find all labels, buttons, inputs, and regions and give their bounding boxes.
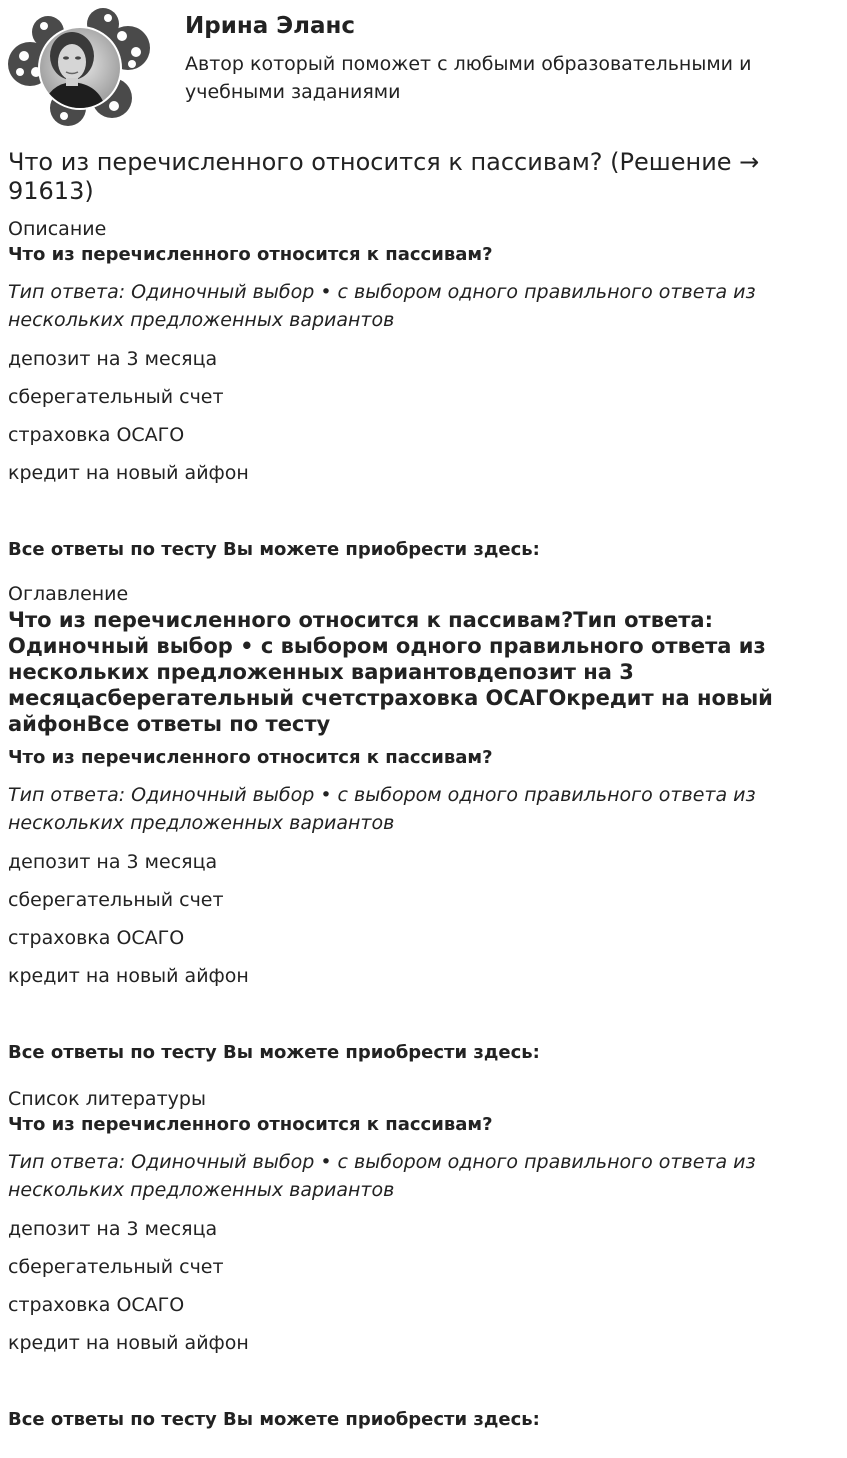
question-text: Что из перечисленного относится к пассивам?	[8, 747, 493, 768]
description-section	[8, 216, 839, 563]
question-text: Что из перечисленного относится к пассивам?	[8, 1114, 493, 1135]
author-description: Автор который поможет с любыми образовательными и учебными заданиями	[185, 53, 752, 103]
page-title: Что из перечисленного относится к пассивам? (Решение → 91613)	[8, 148, 760, 205]
author-header	[8, 0, 839, 140]
option-item: сберегательный счет	[8, 1256, 224, 1278]
buy-answers-text: Все ответы по тесту Вы можете приобрести здесь:	[8, 1409, 540, 1430]
answer-type: Тип ответа: Одиночный выбор • с выбором одного правильного ответа из нескольких предложенных вариантов	[8, 281, 756, 331]
option-item: сберегательный счет	[8, 889, 224, 911]
answer-type: Тип ответа: Одиночный выбор • с выбором одного правильного ответа из нескольких предложенных вариантов	[8, 1151, 756, 1201]
option-item: кредит на новый айфон	[8, 965, 249, 987]
option-item: депозит на 3 месяца	[8, 851, 218, 873]
avatar	[8, 6, 153, 128]
option-item: кредит на новый айфон	[8, 1332, 249, 1354]
toc-section	[8, 581, 839, 1066]
section-label-toc: Оглавление	[8, 583, 129, 605]
option-item: кредит на новый айфон	[8, 462, 249, 484]
buy-answers-text: Все ответы по тесту Вы можете приобрести здесь:	[8, 1042, 540, 1063]
option-item: депозит на 3 месяца	[8, 1218, 218, 1240]
option-item: страховка ОСАГО	[8, 1294, 185, 1316]
section-label-description: Описание	[8, 218, 107, 240]
option-item: сберегательный счет	[8, 386, 224, 408]
question-text: Что из перечисленного относится к пассивам?	[8, 244, 493, 265]
option-item: страховка ОСАГО	[8, 927, 185, 949]
answer-type: Тип ответа: Одиночный выбор • с выбором одного правильного ответа из нескольких предложенных вариантов	[8, 784, 756, 834]
section-label-literature: Список литературы	[8, 1088, 206, 1110]
toc-heading: Что из перечисленного относится к пассивам?Тип ответа: Одиночный выбор • с выбором одного правильного ответа из нескольких предложенных вариантовдепозит на 3 месяцасберегательный счетстраховка ОСАГОкредит на новый айфонВсе ответы по тесту	[8, 608, 773, 736]
page	[8, 0, 839, 1430]
option-item: страховка ОСАГО	[8, 424, 185, 446]
buy-answers-text: Все ответы по тесту Вы можете приобрести здесь:	[8, 539, 540, 560]
author-name: Ирина Эланс	[185, 13, 356, 39]
film-reel-avatar-frame	[8, 6, 153, 128]
literature-section	[8, 1086, 839, 1433]
option-item: депозит на 3 месяца	[8, 348, 218, 370]
